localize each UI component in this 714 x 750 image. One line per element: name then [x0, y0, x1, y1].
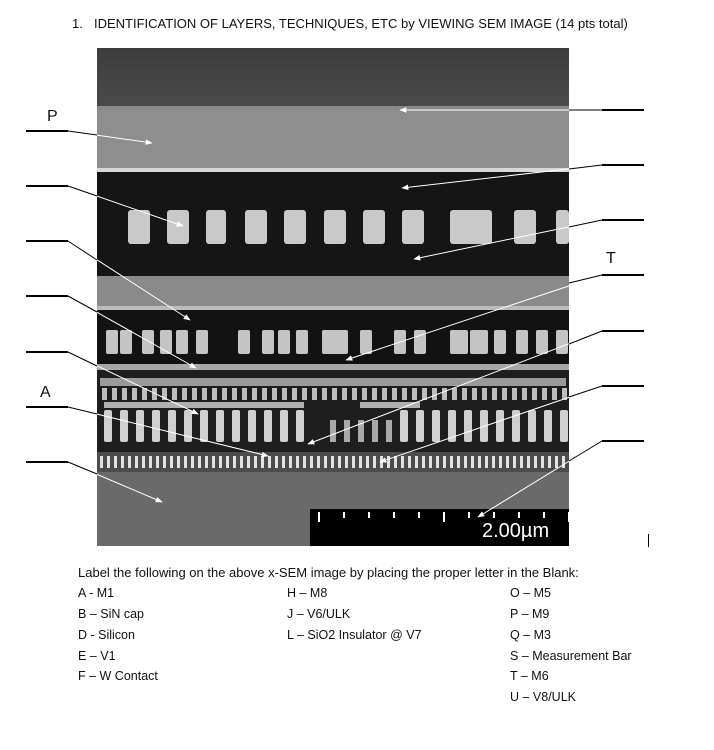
- option-item: E – V1: [78, 649, 116, 663]
- option-item: P – M9: [510, 607, 550, 621]
- option-item: S – Measurement Bar: [510, 649, 632, 663]
- scale-label: 2.00µm: [482, 520, 550, 542]
- option-item: O – M5: [510, 586, 551, 600]
- option-item: Q – M3: [510, 628, 551, 642]
- option-item: F – W Contact: [78, 669, 158, 683]
- question-title: IDENTIFICATION OF LAYERS, TECHNIQUES, ETC by VIEWING SEM IMAGE (14 pts total): [94, 16, 628, 31]
- option-item: J – V6/ULK: [287, 607, 351, 621]
- instructions: Label the following on the above x-SEM image by placing the proper letter in the Blank:: [78, 565, 579, 580]
- filled-letter-right-4: T: [606, 250, 616, 267]
- filled-letter-left-1: P: [47, 108, 58, 125]
- option-item: B – SiN cap: [78, 607, 145, 621]
- option-item: H – M8: [287, 586, 328, 600]
- option-item: L – SiO2 Insulator @ V7: [287, 628, 422, 642]
- option-item: T – M6: [510, 669, 549, 683]
- sem-image: [97, 48, 570, 546]
- question-number: 1.: [72, 16, 83, 31]
- option-item: D - Silicon: [78, 628, 135, 642]
- filled-letter-left-6: A: [40, 384, 51, 401]
- text-cursor: [648, 534, 649, 547]
- option-item: A - M1: [78, 586, 115, 600]
- option-item: U – V8/ULK: [510, 690, 577, 704]
